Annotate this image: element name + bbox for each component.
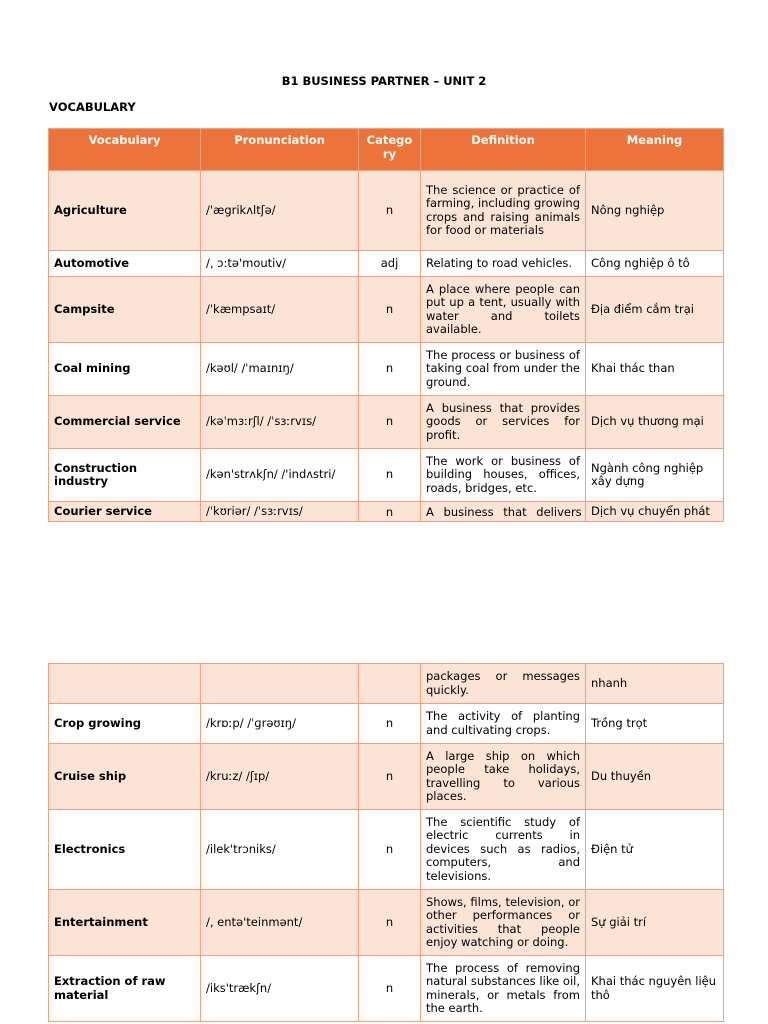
vocab-definition: Shows, films, television, or other performances or activities that people enjoy watching or doing. (421, 890, 586, 956)
vocab-meaning: Khai thác than (586, 343, 724, 396)
vocab-definition: A place where people can put up a tent, usually with water and toilets available. (421, 277, 586, 343)
table-row (49, 704, 724, 744)
table-row (49, 744, 724, 810)
vocab-category: n (359, 343, 421, 396)
vocab-word: Automotive (49, 251, 201, 277)
vocab-category: adj (359, 251, 421, 277)
section-heading: VOCABULARY (49, 100, 136, 114)
table-row (49, 251, 724, 277)
table-row (49, 343, 724, 396)
table-row (49, 502, 724, 522)
vocab-meaning: Sự giải trí (586, 890, 724, 956)
vocab-pronunciation: /kəˈmɜːrʃl/ /ˈsɜːrvɪs/ (201, 396, 359, 449)
vocab-meaning: Nông nghiệp (586, 171, 724, 251)
vocab-word: Extraction of raw material (49, 956, 201, 1022)
vocab-pronunciation: /ˈkæmpsaɪt/ (201, 277, 359, 343)
vocab-meaning: Ngành công nghiệp xây dựng (586, 449, 724, 502)
vocab-word: Commercial service (49, 396, 201, 449)
table-row (49, 956, 724, 1022)
vocab-pronunciation: /, entə'teinmənt/ (201, 890, 359, 956)
vocab-pronunciation: /krɒːp/ /ˈɡrəʊɪŋ/ (201, 704, 359, 744)
vocab-meaning: Địa điểm cắm trại (586, 277, 724, 343)
vocab-pronunciation: /kruːz/ /ʃɪp/ (201, 744, 359, 810)
vocab-category: n (359, 396, 421, 449)
vocab-category: n (359, 277, 421, 343)
table-row (49, 171, 724, 251)
vocab-definition: The scientific study of electric currents in devices such as radios, computers, and televisions. (421, 810, 586, 890)
header-vocabulary: Vocabulary (49, 129, 201, 171)
vocab-pronunciation: /kəʊl/ /ˈmaɪnɪŋ/ (201, 343, 359, 396)
table-row (49, 890, 724, 956)
vocab-category: n (359, 810, 421, 890)
vocab-meaning: Trồng trọt (586, 704, 724, 744)
vocab-definition: The process or business of taking coal from under the ground. (421, 343, 586, 396)
table-row (49, 664, 724, 704)
vocab-definition: The process of removing natural substances like oil, minerals, or metals from the earth. (421, 956, 586, 1022)
header-definition: Definition (421, 129, 586, 171)
vocabulary-table-page-1 (48, 128, 724, 522)
vocab-category: n (359, 956, 421, 1022)
vocab-category: n (359, 171, 421, 251)
table-header-row (49, 129, 724, 171)
vocab-definition: The science or practice of farming, including growing crops and raising animals for food or materials (421, 171, 586, 251)
vocab-meaning: Du thuyền (586, 744, 724, 810)
vocab-definition: The work or business of building houses, offices, roads, bridges, etc. (421, 449, 586, 502)
vocab-definition: A business that provides goods or services for profit. (421, 396, 586, 449)
vocab-pronunciation (201, 664, 359, 704)
vocab-category (359, 664, 421, 704)
vocab-pronunciation: /, ɔ:tə'moutiv/ (201, 251, 359, 277)
vocab-meaning: nhanh (586, 664, 724, 704)
vocab-word: Courier service (49, 502, 201, 522)
vocab-word: Construction industry (49, 449, 201, 502)
vocab-category: n (359, 502, 421, 522)
vocab-meaning: Khai thác nguyên liệu thô (586, 956, 724, 1022)
vocab-word: Cruise ship (49, 744, 201, 810)
vocab-category: n (359, 704, 421, 744)
vocab-meaning: Điện tử (586, 810, 724, 890)
vocab-pronunciation: /ˈkʊriər/ /ˈsɜːrvɪs/ (201, 502, 359, 522)
table-row (49, 277, 724, 343)
document-title: B1 BUSINESS PARTNER – UNIT 2 (281, 74, 487, 88)
vocab-pronunciation: /ilek'trɔniks/ (201, 810, 359, 890)
vocab-meaning: Dịch vụ chuyển phát (586, 502, 724, 522)
vocab-word: Campsite (49, 277, 201, 343)
vocab-pronunciation: /kən'strʌkʃn/ /'indʌstri/ (201, 449, 359, 502)
vocab-word: Agriculture (49, 171, 201, 251)
vocab-word: Electronics (49, 810, 201, 890)
vocab-word: Entertainment (49, 890, 201, 956)
vocab-definition: A business that delivers (421, 502, 586, 522)
table-row (49, 449, 724, 502)
vocab-word (49, 664, 201, 704)
vocab-word: Coal mining (49, 343, 201, 396)
vocab-category: n (359, 449, 421, 502)
vocab-definition: Relating to road vehicles. (421, 251, 586, 277)
header-pronunciation: Pronunciation (201, 129, 359, 171)
vocab-pronunciation: /iks'trækʃn/ (201, 956, 359, 1022)
vocab-category: n (359, 744, 421, 810)
table-row (49, 810, 724, 890)
header-meaning: Meaning (586, 129, 724, 171)
vocab-word: Crop growing (49, 704, 201, 744)
vocab-meaning: Dịch vụ thương mại (586, 396, 724, 449)
vocab-definition: The activity of planting and cultivating crops. (421, 704, 586, 744)
vocab-category: n (359, 890, 421, 956)
vocab-definition: packages or messages quickly. (421, 664, 586, 704)
table-row (49, 396, 724, 449)
vocab-definition: A large ship on which people take holidays, travelling to various places. (421, 744, 586, 810)
vocabulary-table-page-2 (48, 663, 724, 1022)
vocab-meaning: Công nghiệp ô tô (586, 251, 724, 277)
vocab-pronunciation: /'ægrikʌltʃə/ (201, 171, 359, 251)
header-category: Catego ry (359, 129, 421, 171)
